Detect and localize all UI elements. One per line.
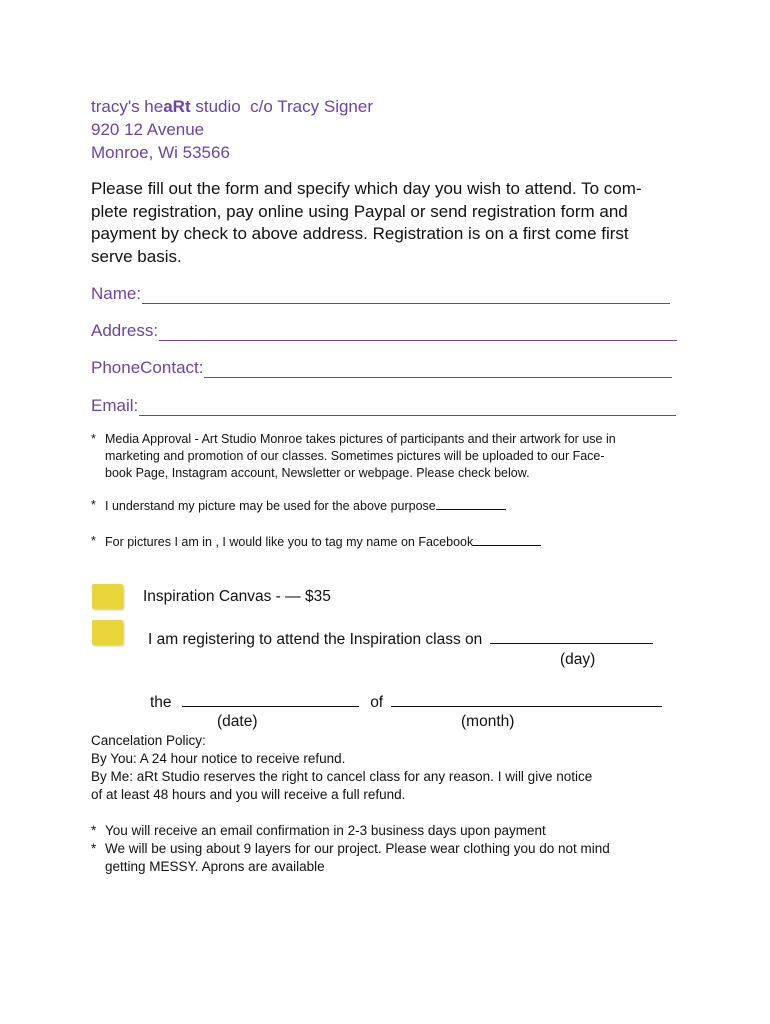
media-note-line: Media Approval - Art Studio Monroe takes pictures of participants and their artwork for use in — [105, 432, 616, 446]
intro-line: plete registration, pay online using Paypal or send registration form and — [91, 201, 628, 221]
policy-by-me-line-2: of at least 48 hours and you will receive a full refund. — [91, 787, 406, 802]
phone-label: PhoneContact: — [91, 358, 204, 377]
media-note-line: marketing and promotion of our classes. Sometimes pictures will be uploaded to our Face- — [105, 449, 605, 463]
layers-note-line: We will be using about 9 layers for our project. Please wear clothing you do not mind — [105, 841, 610, 856]
of-label: of — [370, 694, 384, 711]
media-approval-note — [91, 431, 691, 483]
registering-checkbox[interactable] — [92, 620, 123, 645]
phone-input-line[interactable] — [204, 359, 672, 378]
studio-name — [91, 97, 373, 117]
address-line-2: Monroe, Wi 53566 — [91, 143, 230, 162]
facebook-tag-consent — [91, 533, 691, 551]
the-label: the — [150, 694, 172, 711]
month-blank[interactable] — [391, 692, 662, 707]
policy-by-you: By You: A 24 hour notice to receive refund. — [91, 751, 346, 766]
name-label: Name: — [91, 284, 142, 303]
intro-line: serve basis. — [91, 246, 182, 266]
picture-purpose-text: I understand my picture may be used for the above purpose — [105, 499, 436, 513]
day-label: (day) — [560, 651, 596, 668]
intro-paragraph — [91, 178, 671, 268]
facebook-tag-blank[interactable] — [473, 533, 541, 546]
date-label: (date) — [217, 713, 258, 730]
bullet-star: * — [91, 498, 96, 512]
name-field[interactable] — [91, 284, 670, 304]
email-confirmation-note — [91, 822, 546, 840]
date-blank[interactable] — [182, 692, 359, 707]
layers-note — [91, 840, 610, 876]
picture-purpose-blank[interactable] — [436, 497, 506, 510]
studio-name-suffix: studio — [190, 97, 241, 116]
layers-note-line: getting MESSY. Aprons are available — [105, 859, 325, 874]
studio-name-prefix: tracy's he — [91, 97, 164, 116]
intro-line: Please fill out the form and specify which day you wish to attend. To com- — [91, 179, 642, 198]
registering-row — [148, 629, 653, 649]
bullet-star: * — [91, 432, 96, 446]
picture-purpose-row — [105, 497, 506, 515]
phone-field[interactable] — [91, 358, 672, 378]
address-line-1: 920 12 Avenue — [91, 120, 205, 139]
address-input-line[interactable] — [159, 322, 677, 341]
care-of: c/o Tracy Signer — [250, 97, 373, 116]
bullet-star: * — [91, 841, 97, 856]
email-field[interactable] — [91, 396, 676, 416]
intro-line: payment by check to above address. Registration is on a first come first — [91, 224, 629, 243]
facebook-tag-text: For pictures I am in , I would like you to tag my name on Facebook — [105, 535, 474, 549]
inspiration-canvas-checkbox[interactable] — [92, 584, 123, 609]
date-month-row — [150, 692, 662, 712]
address-field[interactable] — [91, 321, 677, 341]
month-label: (month) — [461, 713, 515, 730]
address-label: Address: — [91, 321, 159, 340]
policy-title: Cancelation Policy: — [91, 733, 206, 748]
day-blank[interactable] — [490, 629, 653, 644]
bullet-star: * — [91, 534, 96, 548]
class-price: Inspiration Canvas - — $35 — [143, 588, 331, 605]
bullet-star: * — [91, 823, 97, 838]
registering-text: I am registering to attend the Inspiration class on — [148, 631, 483, 648]
media-note-line: book Page, Instagram account, Newsletter or webpage. Please check below. — [105, 466, 530, 480]
name-input-line[interactable] — [142, 285, 670, 304]
studio-name-bold: aRt — [163, 97, 191, 116]
email-input-line[interactable] — [139, 397, 676, 416]
picture-purpose-consent — [91, 497, 691, 515]
facebook-tag-row — [105, 533, 541, 551]
email-confirmation-text: You will receive an email confirmation in 2-3 business days upon payment — [105, 823, 546, 838]
policy-by-me-line-1: By Me: aRt Studio reserves the right to cancel class for any reason. I will give notice — [91, 769, 593, 784]
email-label: Email: — [91, 396, 139, 415]
